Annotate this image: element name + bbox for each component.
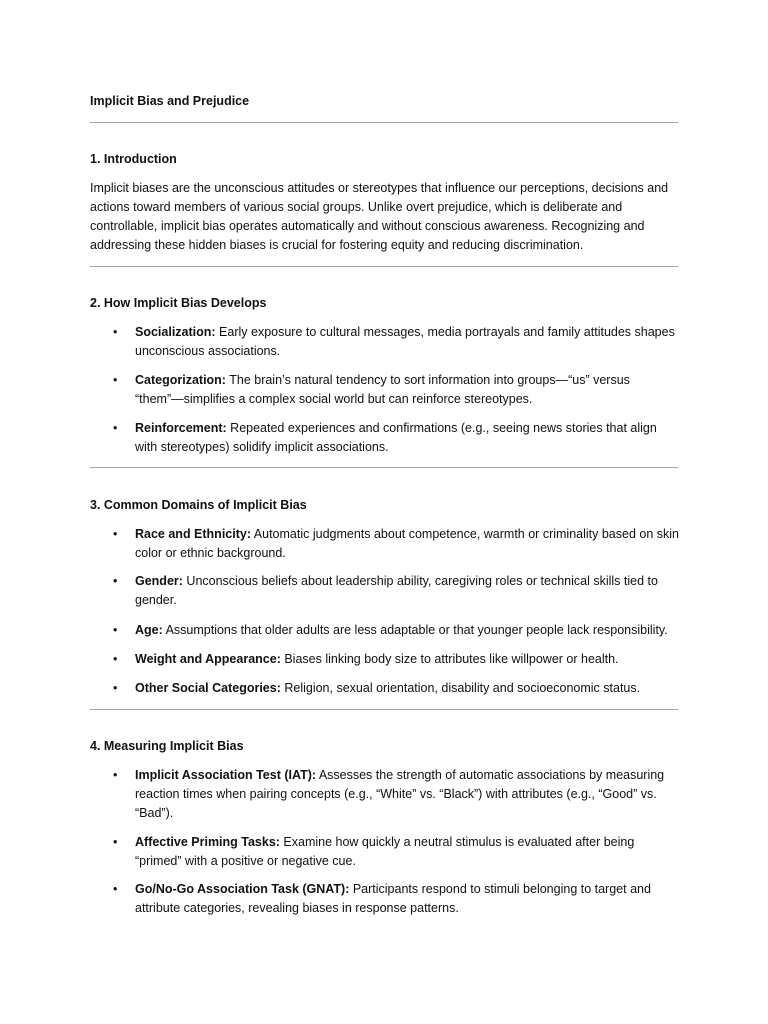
- list-item-text: Biases linking body size to attributes like willpower or health.: [280, 652, 619, 666]
- list-item: [113, 572, 680, 610]
- list-item-text: Assumptions that older adults are less adaptable or that younger people lack responsibility.: [162, 623, 668, 637]
- list-item: [113, 419, 680, 457]
- bullet-icon: •: [113, 325, 118, 339]
- divider: [90, 266, 678, 267]
- list-item: [113, 766, 680, 823]
- list-item: [113, 323, 680, 361]
- list-item-text: Repeated experiences and confirmations (e.g., seeing news stories that align with stereotypes) solidify implicit associations.: [135, 421, 657, 454]
- list-item: [113, 679, 680, 698]
- bullet-icon: •: [113, 574, 118, 588]
- list-item-text: Participants respond to stimuli belonging to target and attribute categories, revealing biases in response patterns.: [135, 882, 651, 915]
- bullet-icon: •: [113, 768, 118, 782]
- section-heading-measuring: 4. Measuring Implicit Bias: [90, 739, 244, 753]
- list-item-text: Examine how quickly a neutral stimulus is evaluated after being “primed” with a positive or negative cue.: [135, 835, 635, 868]
- divider: [90, 122, 678, 123]
- list-item-term: Age:: [135, 623, 163, 637]
- list-item-term: Gender:: [135, 574, 183, 588]
- section-heading-how-bias-develops: 2. How Implicit Bias Develops: [90, 296, 267, 310]
- bullet-icon: •: [113, 652, 118, 666]
- list-item-text: The brain’s natural tendency to sort information into groups—“us” versus “them”—simplifies a complex social world but can reinforce stereotypes.: [135, 373, 630, 406]
- list-item-term: Race and Ethnicity:: [135, 527, 251, 541]
- section-heading-common-domains: 3. Common Domains of Implicit Bias: [90, 498, 307, 512]
- list-item-term: Weight and Appearance:: [135, 652, 281, 666]
- bullet-icon: •: [113, 373, 118, 387]
- list-item-term: Affective Priming Tasks:: [135, 835, 280, 849]
- bullet-icon: •: [113, 623, 118, 637]
- list-item: [113, 621, 680, 640]
- bullet-icon: •: [113, 835, 118, 849]
- list-item-term: Reinforcement:: [135, 421, 227, 435]
- list-item-term: Categorization:: [135, 373, 226, 387]
- list-item-text: Automatic judgments about competence, warmth or criminality based on skin color or ethnic background.: [135, 527, 679, 560]
- list-item: [113, 650, 680, 669]
- list-item-term: Implicit Association Test (IAT):: [135, 768, 317, 782]
- list-item-term: Socialization:: [135, 325, 216, 339]
- list-item: [113, 525, 680, 563]
- document-title: Implicit Bias and Prejudice: [90, 94, 250, 108]
- list-item-text: Unconscious beliefs about leadership ability, caregiving roles or technical skills tied to gender.: [135, 574, 658, 607]
- divider: [90, 467, 678, 468]
- divider: [90, 709, 678, 710]
- bullet-icon: •: [113, 882, 118, 896]
- list-item-text: Early exposure to cultural messages, media portrayals and family attitudes shapes unconscious associations.: [135, 325, 675, 358]
- list-item-text: Assesses the strength of automatic associations by measuring reaction times when pairing concepts (e.g., “White” vs. “Black”) with attributes (e.g., “Good” vs. “Bad”).: [135, 768, 665, 820]
- list-item: [113, 371, 680, 409]
- bullet-icon: •: [113, 681, 118, 695]
- list-item-text: Religion, sexual orientation, disability and socioeconomic status.: [280, 681, 641, 695]
- list-item: [113, 880, 680, 918]
- section-heading-introduction: 1. Introduction: [90, 152, 177, 166]
- list-item: [113, 833, 680, 871]
- list-item-term: Other Social Categories:: [135, 681, 281, 695]
- bullet-icon: •: [113, 527, 118, 541]
- introduction-paragraph: Implicit biases are the unconscious attitudes or stereotypes that influence our perceptions, decisions and actions toward members of various social groups. Unlike overt prejudice, which is deliberate and controllable, implicit bias operates automatically and without conscious awareness. Recognizing and addressing these hidden biases is crucial for fostering equity and reducing discrimination.: [90, 181, 669, 252]
- bullet-icon: •: [113, 421, 118, 435]
- list-item-term: Go/No-Go Association Task (GNAT):: [135, 882, 350, 896]
